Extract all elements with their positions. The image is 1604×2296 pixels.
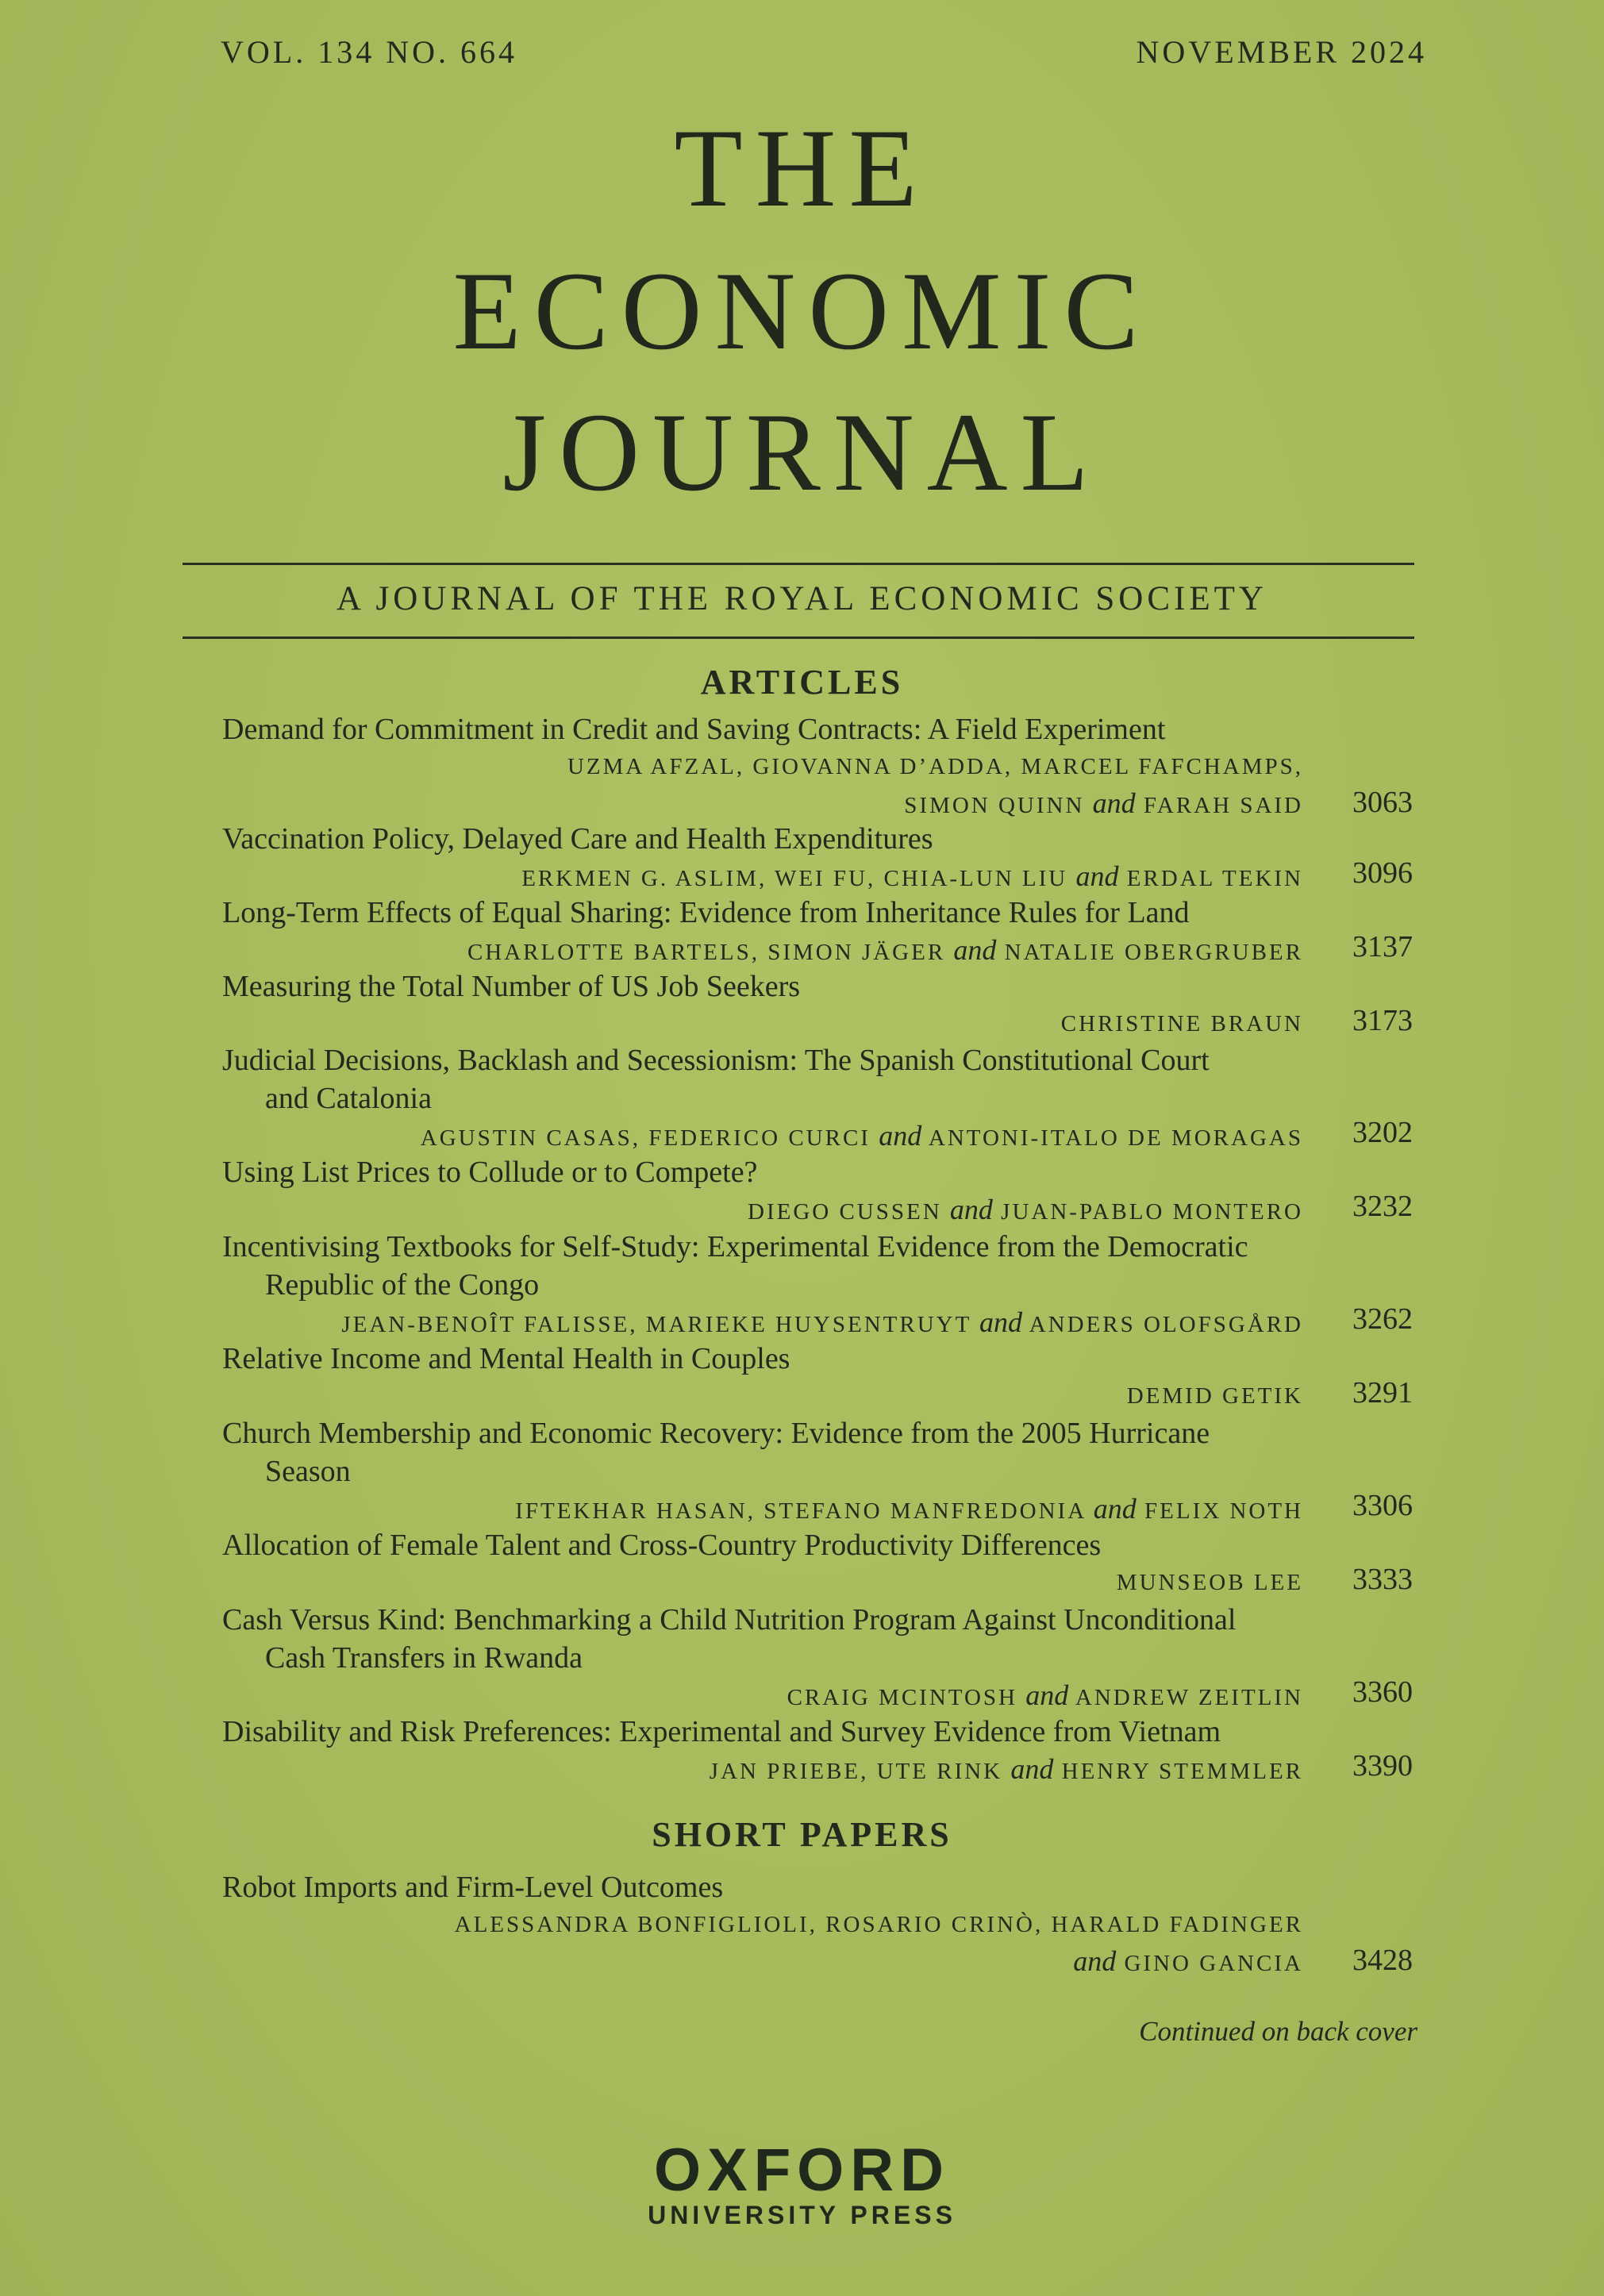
authors-part-a: JAN PRIEBE, UTE RINK — [709, 1759, 1003, 1784]
authors-part-a: CHARLOTTE BARTELS, SIMON JÄGER — [467, 940, 946, 965]
article-entry — [222, 1601, 1413, 1716]
authors-part-b: GINO GANCIA — [1124, 1951, 1303, 1976]
article-title-line: Cash Versus Kind: Benchmarking a Child Nutrition Program Against Unconditional — [222, 1603, 1237, 1636]
authors-part-b: ANDREW ZEITLIN — [1075, 1685, 1303, 1710]
article-authors — [222, 1943, 1303, 1982]
authors-part-b: ANDERS OLOFSGÅRD — [1029, 1312, 1303, 1337]
authors-and: and — [879, 1120, 922, 1152]
article-page: 3333 — [1352, 1563, 1413, 1596]
article-authors-line: ALESSANDRA BONFIGLIOLI, ROSARIO CRINÒ, HARALD FADINGER — [454, 1912, 1303, 1937]
issue-date: NOVEMBER 2024 — [1136, 34, 1427, 70]
article-authors — [222, 1117, 1303, 1156]
article-title: Measuring the Total Number of US Job Seekers — [222, 970, 801, 1003]
authors-part-a: SIMON QUINN — [904, 793, 1085, 818]
authors-part-b: FARAH SAID — [1143, 793, 1303, 818]
journal-title-line-1: THE — [674, 106, 930, 230]
divider-top — [183, 563, 1414, 565]
article-authors — [222, 1006, 1303, 1042]
article-title: Robot Imports and Firm-Level Outcomes — [222, 1871, 724, 1904]
article-entry — [222, 1340, 1413, 1414]
article-authors — [222, 1677, 1303, 1716]
authors-part-a: ERKMEN G. ASLIM, WEI FU, CHIA-LUN LIU — [521, 866, 1068, 891]
article-title — [222, 1414, 1413, 1490]
journal-title-line-2: ECONOMIC — [452, 249, 1152, 373]
article-title — [222, 1601, 1413, 1677]
article-page: 3232 — [1352, 1190, 1413, 1223]
article-title: Disability and Risk Preferences: Experimental and Survey Evidence from Vietnam — [222, 1715, 1221, 1748]
article-authors — [222, 1490, 1303, 1529]
article-page: 3360 — [1352, 1675, 1413, 1709]
articles-heading: ARTICLES — [700, 663, 904, 702]
authors-part-b: HENRY STEMMLER — [1061, 1759, 1303, 1784]
article-entry — [222, 710, 1413, 824]
article-entry — [222, 1228, 1413, 1343]
authors-part-b: FELIX NOTH — [1144, 1498, 1303, 1524]
authors-part-b: MUNSEOB LEE — [1116, 1570, 1303, 1595]
divider-bottom — [183, 636, 1414, 639]
article-title-line: Incentivising Textbooks for Self-Study: Experimental Evidence from the Democratic — [222, 1230, 1248, 1263]
article-title: Vaccination Policy, Delayed Care and Health Expenditures — [222, 822, 933, 856]
authors-and: and — [979, 1306, 1023, 1338]
article-title — [222, 1228, 1413, 1304]
article-page: 3262 — [1352, 1302, 1413, 1336]
authors-and: and — [1075, 860, 1119, 892]
authors-part-b: JUAN-PABLO MONTERO — [1001, 1199, 1303, 1225]
article-authors — [222, 858, 1303, 897]
article-authors — [222, 785, 1303, 824]
article-entry — [222, 967, 1413, 1042]
article-entry — [222, 1041, 1413, 1156]
article-entry — [222, 1153, 1413, 1230]
authors-part-b: CHRISTINE BRAUN — [1060, 1011, 1303, 1036]
continued-note: Continued on back cover — [1139, 2016, 1417, 2047]
publisher-logo-name: OXFORD — [653, 2136, 951, 2204]
article-entry — [222, 1526, 1413, 1601]
article-authors — [222, 1304, 1303, 1343]
article-authors — [222, 932, 1303, 971]
article-entry — [222, 894, 1413, 971]
article-title-continued: Republic of the Congo — [265, 1268, 540, 1302]
article-title-line: Church Membership and Economic Recovery: Evidence from the 2005 Hurricane — [222, 1417, 1210, 1450]
short-paper-entry — [222, 1868, 1413, 1982]
authors-and: and — [1073, 1945, 1117, 1977]
authors-part-b: DEMID GETIK — [1126, 1383, 1303, 1409]
volume-number: VOL. 134 NO. 664 — [221, 34, 517, 70]
authors-and: and — [1092, 787, 1136, 819]
article-page: 3173 — [1352, 1004, 1413, 1037]
article-title-continued: Cash Transfers in Rwanda — [265, 1641, 583, 1675]
article-page: 3137 — [1352, 930, 1413, 963]
article-authors-line: UZMA AFZAL, GIOVANNA D’ADDA, MARCEL FAFCHAMPS, — [567, 754, 1303, 779]
short-papers-heading: SHORT PAPERS — [652, 1815, 952, 1854]
article-title: Demand for Commitment in Credit and Saving Contracts: A Field Experiment — [222, 713, 1166, 746]
article-title: Allocation of Female Talent and Cross-Country Productivity Differences — [222, 1529, 1102, 1562]
article-page: 3390 — [1352, 1749, 1413, 1783]
authors-part-a: AGUSTIN CASAS, FEDERICO CURCI — [420, 1125, 871, 1151]
article-title-continued: Season — [265, 1455, 351, 1488]
authors-part-a: DIEGO CUSSEN — [748, 1199, 942, 1225]
article-entry — [222, 1414, 1413, 1529]
authors-part-b: NATALIE OBERGRUBER — [1004, 940, 1303, 965]
authors-and: and — [953, 934, 997, 966]
authors-and: and — [949, 1194, 993, 1225]
article-authors — [222, 1564, 1303, 1601]
article-page: 3428 — [1352, 1944, 1413, 1977]
article-entry — [222, 820, 1413, 897]
authors-part-a: JEAN-BENOÎT FALISSE, MARIEKE HUYSENTRUYT — [341, 1312, 971, 1337]
authors-part-a: CRAIG MCINTOSH — [787, 1685, 1017, 1710]
article-title — [222, 1041, 1413, 1117]
journal-subtitle: A JOURNAL OF THE ROYAL ECONOMIC SOCIETY — [337, 580, 1267, 617]
article-entry — [222, 1713, 1413, 1790]
authors-part-b: ANTONI-ITALO DE MORAGAS — [928, 1125, 1303, 1151]
article-title: Long-Term Effects of Equal Sharing: Evidence from Inheritance Rules for Land — [222, 896, 1190, 929]
journal-title-line-3: JOURNAL — [502, 390, 1102, 514]
article-page: 3291 — [1352, 1376, 1413, 1410]
article-authors — [222, 1751, 1303, 1790]
article-title-line: Judicial Decisions, Backlash and Secessionism: The Spanish Constitutional Court — [222, 1044, 1210, 1077]
article-authors — [222, 1191, 1303, 1230]
authors-part-a: IFTEKHAR HASAN, STEFANO MANFREDONIA — [515, 1498, 1086, 1524]
article-authors — [222, 1378, 1303, 1414]
article-title-continued: and Catalonia — [265, 1082, 432, 1115]
article-page: 3202 — [1352, 1116, 1413, 1149]
article-page: 3063 — [1352, 786, 1413, 819]
article-page: 3306 — [1352, 1489, 1413, 1522]
authors-and: and — [1093, 1493, 1137, 1525]
authors-part-b: ERDAL TEKIN — [1126, 866, 1303, 891]
authors-and: and — [1010, 1753, 1054, 1785]
authors-and: and — [1025, 1679, 1069, 1711]
article-title: Using List Prices to Collude or to Compete? — [222, 1156, 758, 1189]
article-page: 3096 — [1352, 856, 1413, 890]
publisher-logo-subtitle: UNIVERSITY PRESS — [648, 2201, 956, 2229]
article-title: Relative Income and Mental Health in Couples — [222, 1342, 790, 1375]
